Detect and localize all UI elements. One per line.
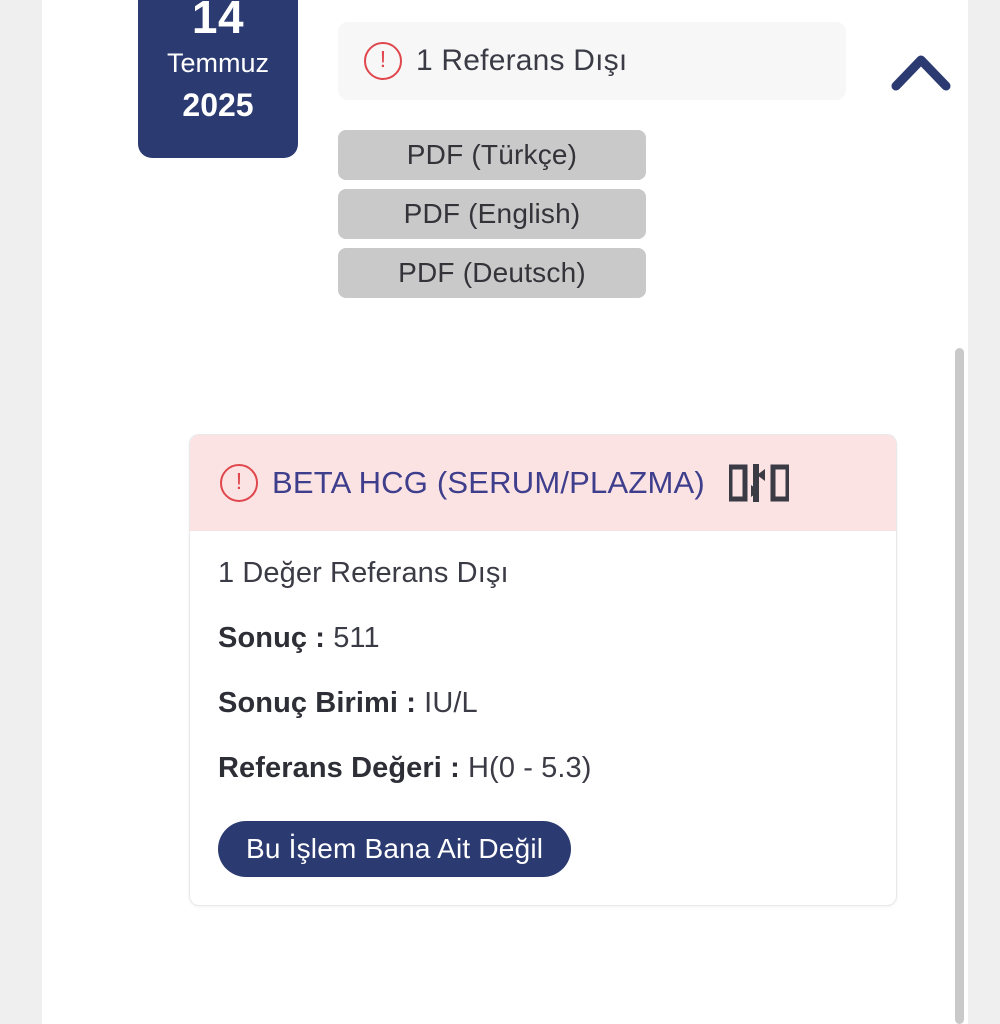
date-badge [138,0,298,158]
test-result-header[interactable] [190,435,896,531]
test-result-body [190,531,896,905]
page-gutter-right [968,0,1000,1024]
result-unit-label: Sonuç Birimi : [218,687,416,719]
reference-summary-banner[interactable] [338,22,846,100]
pdf-turkish-button[interactable]: PDF (Türkçe) [338,130,646,180]
out-of-reference-summary: 1 Değer Referans Dışı [218,557,509,589]
pdf-english-button[interactable]: PDF (English) [338,189,646,239]
reference-value-row [218,752,896,785]
date-year: 2025 [182,87,254,123]
not-my-test-button[interactable]: Bu İşlem Bana Ait Değil [218,821,571,877]
date-day: 14 [191,0,245,43]
exclamation-circle-icon: ! [220,464,258,502]
result-value: 511 [333,622,380,654]
reference-value-label: Referans Değeri : [218,752,460,784]
pdf-german-button[interactable]: PDF (Deutsch) [338,248,646,298]
test-result-card [189,434,897,906]
page-gutter-left [0,0,42,1024]
result-unit-row [218,687,896,720]
reference-summary-text: 1 Referans Dışı [416,44,628,77]
test-name: BETA HCG (SERUM/PLAZMA) [272,465,705,500]
compare-values-icon[interactable] [729,463,789,503]
scrollbar-thumb[interactable] [955,348,964,1024]
reference-value-value: H(0 - 5.3) [468,752,592,784]
page-content [42,0,968,1024]
pdf-button-list [338,130,648,307]
exclamation-circle-icon: ! [364,42,402,80]
chevron-up-icon[interactable] [888,46,954,102]
date-month: Temmuz [166,48,269,78]
result-label: Sonuç : [218,622,326,654]
result-row [218,622,896,655]
result-unit-value: IU/L [424,687,478,719]
